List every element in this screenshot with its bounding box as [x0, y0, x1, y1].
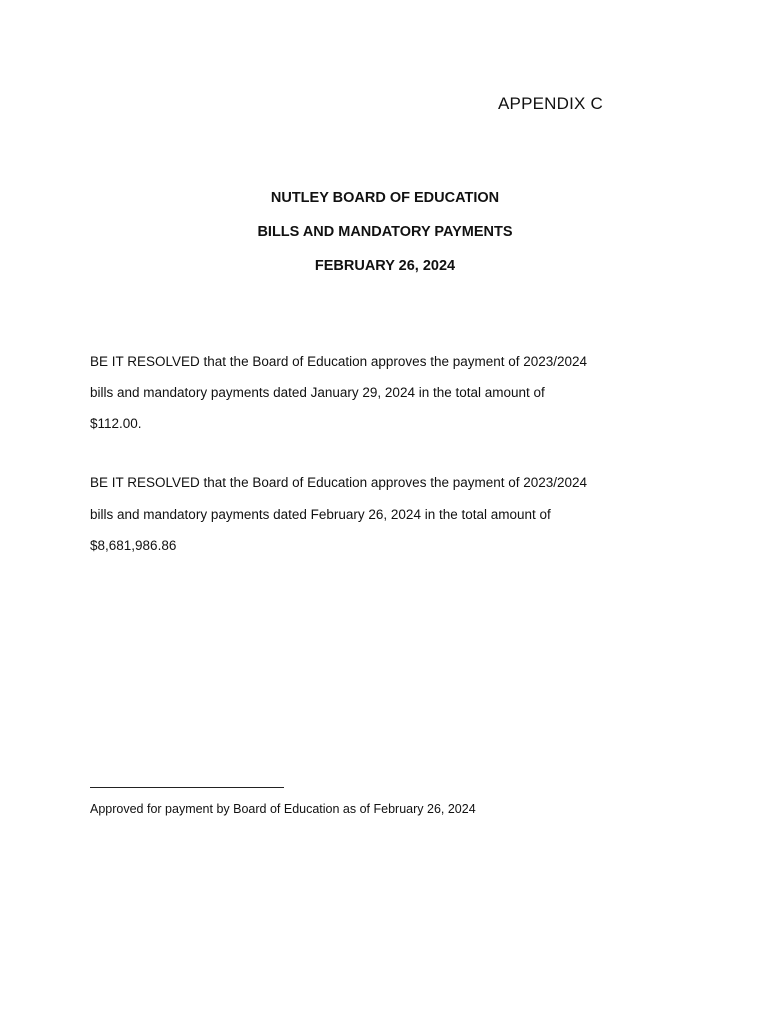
resolution-1-line-1: BE IT RESOLVED that the Board of Education approves the payment of 2023/2024 [90, 354, 588, 369]
organization-heading: NUTLEY BOARD OF EDUCATION [270, 190, 500, 206]
resolution-1-amount: $112.00. [90, 416, 142, 431]
approval-caption: Approved for payment by Board of Education as of February 26, 2024 [90, 802, 476, 816]
resolution-2-amount: $8,681,986.86 [90, 538, 177, 553]
signature-line [90, 787, 284, 788]
date-heading: FEBRUARY 26, 2024 [314, 258, 456, 274]
resolution-2-line-1: BE IT RESOLVED that the Board of Education approves the payment of 2023/2024 [90, 475, 588, 490]
appendix-label: APPENDIX C [498, 94, 603, 113]
resolution-1-line-2: bills and mandatory payments dated January 29, 2024 in the total amount of [90, 385, 545, 400]
resolution-2-line-2: bills and mandatory payments dated February 26, 2024 in the total amount of [90, 507, 551, 522]
subject-heading: BILLS AND MANDATORY PAYMENTS [257, 224, 513, 240]
